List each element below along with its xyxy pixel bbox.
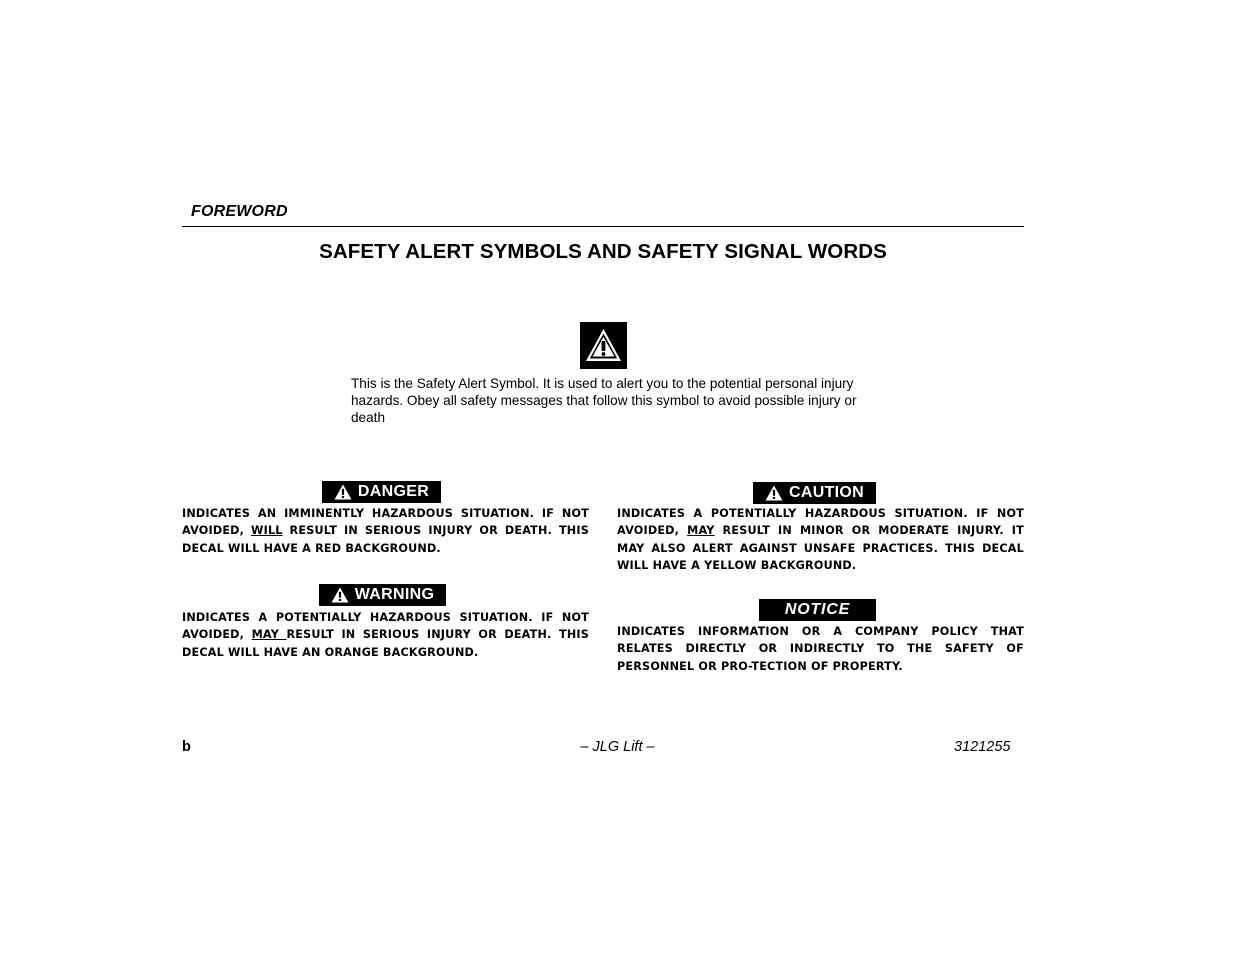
page-title: SAFETY ALERT SYMBOLS AND SAFETY SIGNAL WORDS bbox=[319, 240, 887, 263]
footer-publisher: – JLG Lift – bbox=[580, 739, 655, 755]
caution-label: CAUTION bbox=[789, 484, 864, 501]
danger-emphasis: WILL bbox=[251, 524, 283, 538]
page-letter: b bbox=[182, 739, 191, 755]
notice-decal bbox=[759, 599, 876, 621]
alert-symbol-description: This is the Safety Alert Symbol. It is used to alert you to the potential personal injury hazards. Obey all safety messages that follow this symbol to avoid possible injury or death bbox=[351, 376, 857, 425]
section-header: FOREWORD bbox=[191, 203, 288, 220]
document-number: 3121255 bbox=[954, 739, 1011, 755]
warning-decal bbox=[319, 584, 446, 606]
safety-alert-symbol-icon bbox=[580, 322, 627, 369]
header-rule bbox=[182, 226, 1024, 227]
notice-description: INDICATES INFORMATION OR A COMPANY POLICY THAT RELATES DIRECTLY OR INDIRECTLY TO THE SAFETY OF PERSONNEL OR PRO-TECTION OF PROPERTY. bbox=[617, 625, 1024, 673]
danger-description: INDICATES AN IMMINENTLY HAZARDOUS SITUATION. IF NOT AVOIDED, WILL RESULT IN SERIOUS INJURY OR DEATH. THIS DECAL WILL HAVE A RED BACKGROUND. bbox=[182, 507, 589, 555]
caution-emphasis: MAY bbox=[687, 524, 715, 538]
danger-decal bbox=[322, 481, 441, 503]
warning-label: WARNING bbox=[354, 586, 435, 603]
caution-decal bbox=[753, 482, 876, 504]
warning-triangle-icon bbox=[334, 484, 352, 500]
notice-label: NOTICE bbox=[784, 601, 851, 618]
caution-description: INDICATES A POTENTIALLY HAZARDOUS SITUATION. IF NOT AVOIDED, MAY RESULT IN MINOR OR MODERATE INJURY. IT MAY ALSO ALERT AGAINST UNSAFE PRACTICES. THIS DECAL WILL HAVE A YELLOW BACKGROUND. bbox=[617, 507, 1024, 573]
warning-triangle-icon bbox=[765, 485, 783, 501]
warning-emphasis: MAY bbox=[251, 628, 287, 642]
warning-description: INDICATES A POTENTIALLY HAZARDOUS SITUATION. IF NOT AVOIDED, MAY RESULT IN SERIOUS INJURY OR DEATH. THIS DECAL WILL HAVE AN ORANGE BACKGROUND. bbox=[182, 611, 590, 659]
warning-triangle-icon bbox=[331, 587, 349, 603]
danger-label: DANGER bbox=[357, 483, 430, 500]
